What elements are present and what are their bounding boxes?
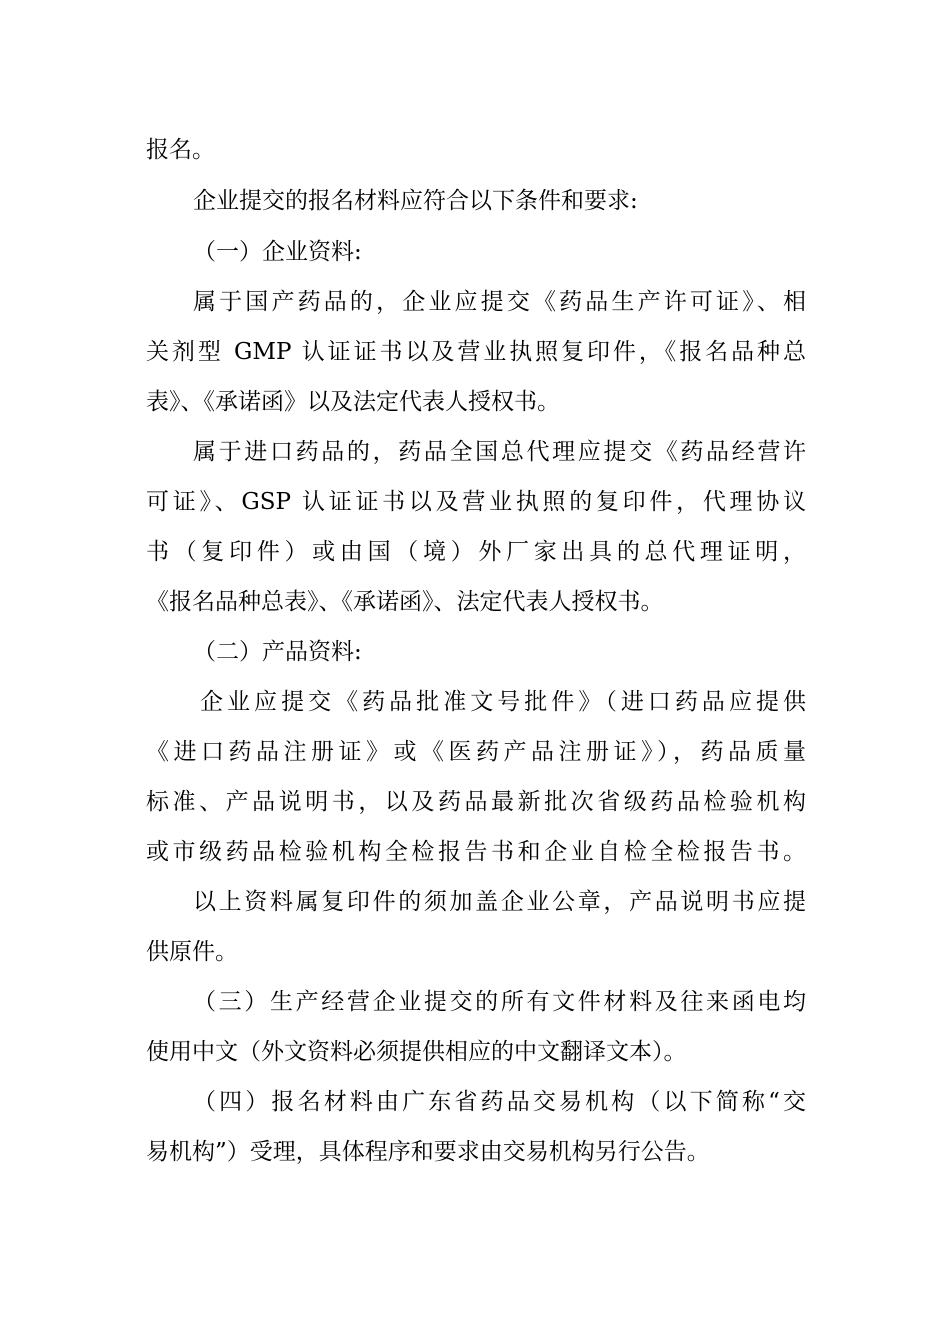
paragraph-line: 书（复印件）或由国（境）外厂家出具的总代理证明，	[146, 539, 806, 565]
paragraph-line: 关剂型 GMP 认证证书以及营业执照复印件，《报名品种总	[146, 339, 806, 365]
paragraph-line: 供原件。	[146, 939, 238, 965]
paragraph-line: 属于国产药品的，企业应提交《药品生产许可证》、相	[193, 289, 806, 315]
paragraph-line: 以上资料属复印件的须加盖企业公章，产品说明书应提	[193, 889, 806, 915]
paragraph-line: （三）生产经营企业提交的所有文件材料及往来函电均	[193, 989, 806, 1015]
paragraph-line: 《报名品种总表》、《承诺函》、法定代表人授权书。	[146, 589, 664, 615]
paragraph-line: 使用中文（外文资料必须提供相应的中文翻译文本）。	[146, 1039, 687, 1065]
paragraph-line: 属于进口药品的，药品全国总代理应提交《药品经营许	[193, 439, 806, 465]
paragraph-line: 企业应提交《药品批准文号批件》（进口药品应提供	[200, 689, 806, 715]
paragraph-line: 报名。	[146, 137, 215, 163]
paragraph-line: （四）报名材料由广东省药品交易机构（以下简称“交	[193, 1089, 806, 1115]
paragraph-line: 易机构”）受理，具体程序和要求由交易机构另行公告。	[146, 1139, 710, 1165]
paragraph-line: 《进口药品注册证》或《医药产品注册证》），药品质量	[146, 739, 806, 765]
paragraph-line: 标准、产品说明书，以及药品最新批次省级药品检验机构	[146, 789, 806, 815]
section-heading: （一）企业资料:	[193, 239, 362, 265]
paragraph-line: 表》、《承诺函》以及法定代表人授权书。	[146, 389, 560, 415]
paragraph-line: 或市级药品检验机构全检报告书和企业自检全检报告书。	[146, 839, 806, 865]
paragraph-line: 企业提交的报名材料应符合以下条件和要求:	[193, 188, 638, 214]
section-heading: （二）产品资料:	[193, 639, 362, 665]
paragraph-line: 可证》、GSP 认证证书以及营业执照的复印件，代理协议	[146, 489, 806, 515]
